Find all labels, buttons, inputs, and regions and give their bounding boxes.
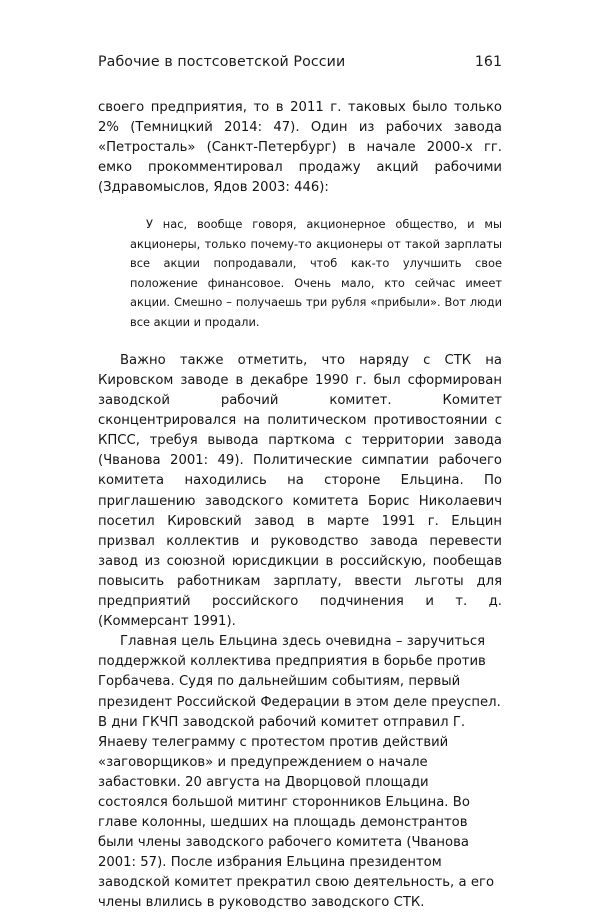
block-quote-text: У нас, вообще говоря, акционерное общество, и мы акционеры, только почему-то акционеры от такой зарплаты все акции попродавали, чтоб как-то улучшить свое положение финансовое. Очень мало, кто сейчас имеет акции. Смешно – получаешь три рубля «прибыли». Вот люди все акции и продали. — [130, 217, 502, 329]
paragraph-continuation: своего предприятия, то в 2011 г. таковых было только 2% (Темницкий 2014: 47). Один из рабочих завода «Петросталь» (Санкт-Петербург) в начале 2000-х гг. емко прокомментировал продажу акций рабочими (Здравомыслов, Ядов 2003: 446): — [98, 100, 502, 196]
page-content — [98, 54, 502, 914]
running-head-title: Рабочие в постсоветской России — [98, 54, 346, 70]
block-quote — [98, 215, 502, 331]
running-head — [98, 54, 502, 70]
paragraph-yeltsin-goal: Главная цель Ельцина здесь очевидна – заручиться поддержкой коллектива предприятия в борьбе против Горбачева. Судя по дальнейшим событиям, первый президент Российской Федерации в этом деле преуспел. В дни ГКЧП заводской рабочий комитет отправил Г. Янаеву телеграмму с протестом против действий «заговорщиков» и предупреждением о начале забастовки. 20 августа на Дворцовой площади состоялся большой митинг сторонников Ельцина. Во главе колонны, шедших на площадь демонстрантов были члены заводского рабочего комитета (Чванова 2001: 57). После избрания Ельцина президентом заводской комитет прекратил свою деятельность, а его члены влились в руководство заводского СТК. — [98, 634, 501, 911]
paragraph-workers-committee: Важно также отметить, что наряду с СТК на Кировском заводе в декабре 1990 г. был сформирован заводской рабочий комитет. Комитет сконцентрировался на политическом противостоянии с КПСС, требуя вывода парткома с территории завода (Чванова 2001: 49). Политические симпатии рабочего комитета находились на стороне Ельцина. По приглашению заводского комитета Борис Николаевич посетил Кировский завод в марте 1991 г. Ельцин призвал коллектив и руководство завода перевести завод из союзной юрисдикции в российскую, пообещав повысить работникам зарплату, ввести льготы для предприятий российского подчинения и т. д. (Коммерсант 1991). — [98, 352, 502, 630]
page-number: 161 — [474, 54, 502, 70]
